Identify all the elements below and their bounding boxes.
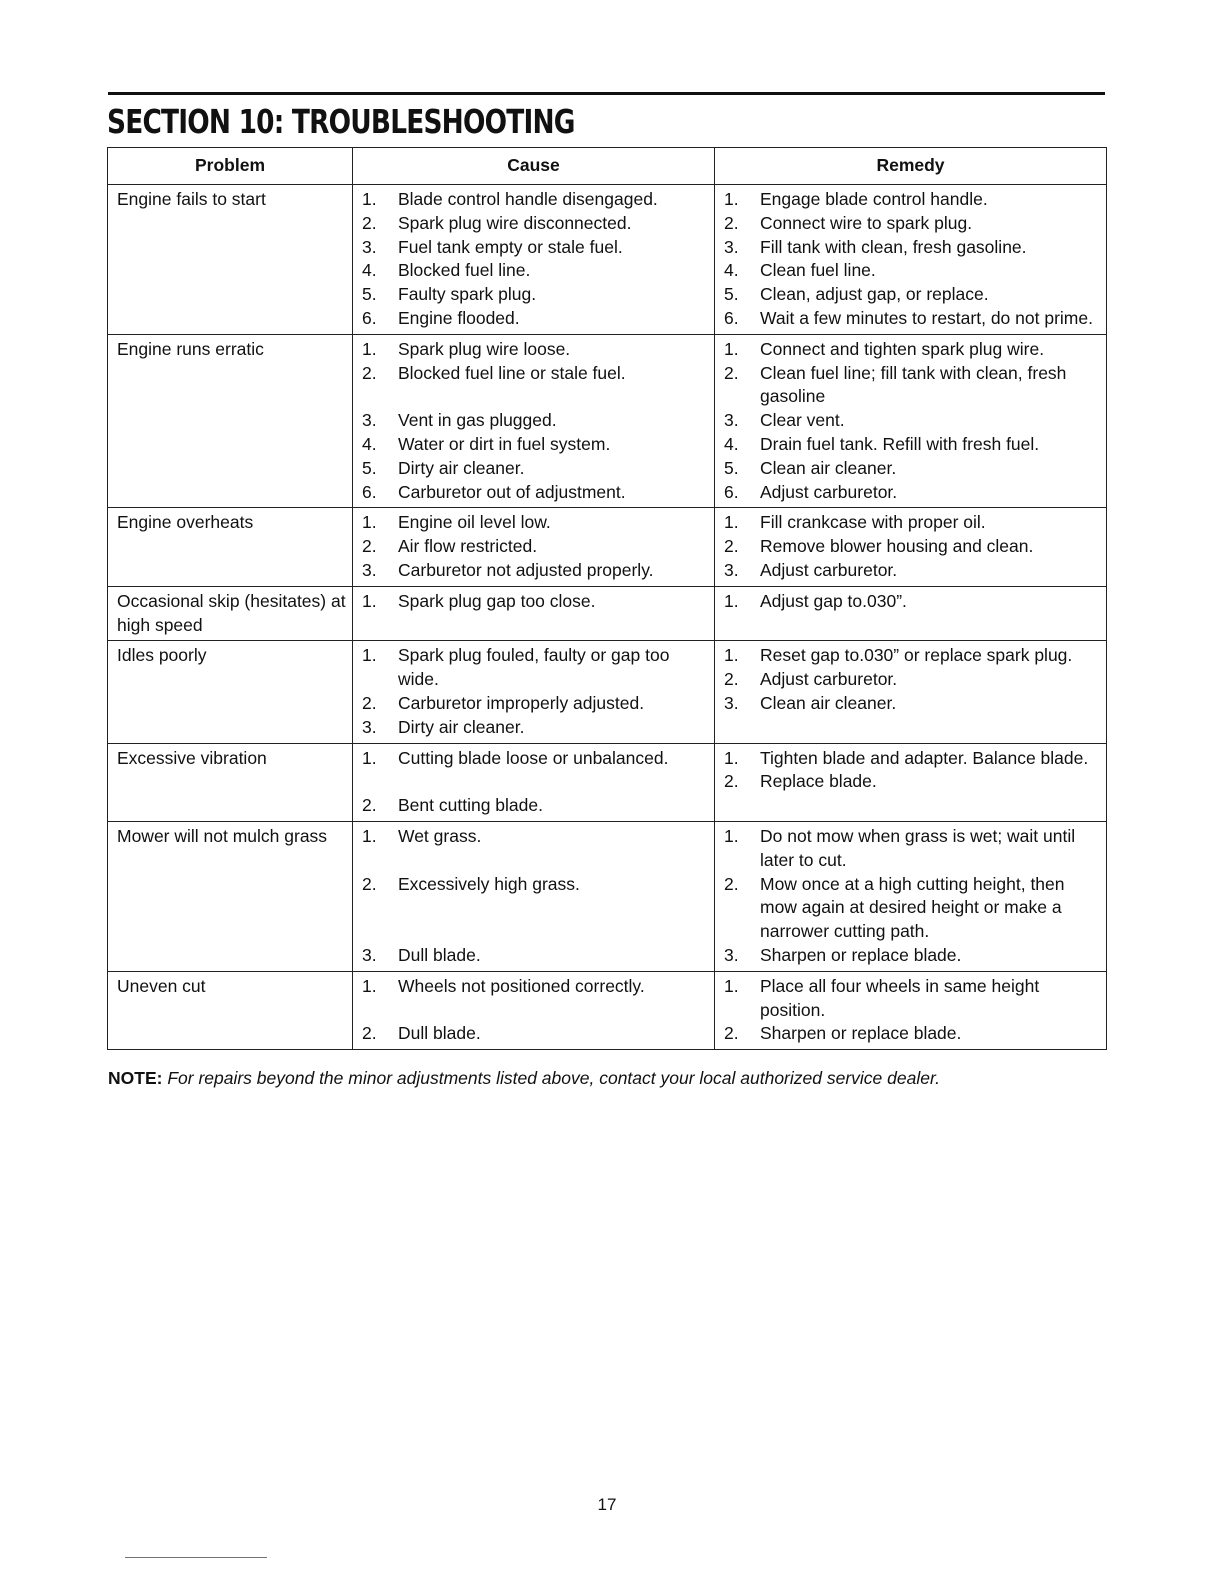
cause-item [362, 559, 710, 583]
remedy-item-number: 5. [724, 457, 739, 478]
remedy-item-number: 1. [724, 645, 739, 666]
cause-item-text: Carburetor improperly adjusted. [398, 692, 645, 713]
cause-item [362, 1022, 710, 1046]
page-number: 17 [597, 1495, 617, 1514]
cause-item [362, 212, 710, 236]
cause-item-number: 3. [362, 236, 377, 257]
problem-cell: Uneven cut [108, 971, 353, 1049]
cause-item-number: 3. [362, 410, 377, 431]
cause-item [362, 338, 710, 362]
cause-item-number: 4. [362, 260, 377, 281]
remedy-item-text: Clean fuel line. [760, 260, 876, 281]
remedy-item-text: Mow once at a high cutting height, then mow again at desired height or make a narrower cutting path. [760, 873, 1065, 942]
cause-item-text: Blocked fuel line or stale fuel. [398, 362, 626, 383]
table-row [108, 334, 1107, 508]
remedy-item-text: Wait a few minutes to restart, do not prime. [760, 307, 1093, 328]
cause-item-text: Wet grass. [398, 825, 482, 846]
remedy-item [724, 338, 1102, 362]
remedy-item [724, 409, 1102, 433]
problem-cell: Idles poorly [108, 641, 353, 743]
remedy-item-number: 2. [724, 362, 739, 383]
cause-item-number: 3. [362, 716, 377, 737]
remedy-item-text: Adjust gap to.030”. [760, 590, 907, 611]
note-text: For repairs beyond the minor adjustments listed above, contact your local authorized service dealer. [167, 1068, 940, 1088]
remedy-cell [715, 821, 1107, 971]
remedy-item [724, 511, 1102, 535]
cause-item-number: 2. [362, 692, 377, 713]
cause-item-number: 1. [362, 645, 377, 666]
remedy-item-number: 1. [724, 338, 739, 359]
remedy-item-number: 2. [724, 771, 739, 792]
remedy-item [724, 825, 1102, 873]
cause-item-text: Water or dirt in fuel system. [398, 433, 611, 454]
section-title: SECTION 10: TROUBLESHOOTING [107, 102, 575, 141]
remedy-item-number: 1. [724, 512, 739, 533]
remedy-cell [715, 185, 1107, 335]
remedy-item-number: 1. [724, 747, 739, 768]
cause-item-text: Vent in gas plugged. [398, 410, 557, 431]
remedy-item-number: 6. [724, 307, 739, 328]
remedy-item-number: 3. [724, 692, 739, 713]
cause-item [362, 409, 710, 433]
cause-item-text: Carburetor not adjusted properly. [398, 559, 654, 580]
remedy-item [724, 457, 1102, 481]
cause-item-text: Dirty air cleaner. [398, 457, 525, 478]
table-row [108, 821, 1107, 971]
cause-item [362, 236, 710, 260]
remedy-item [724, 944, 1102, 968]
cause-item [362, 283, 710, 307]
cause-item-number: 2. [362, 795, 377, 816]
remedy-item-number: 2. [724, 536, 739, 557]
cause-item-text: Excessively high grass. [398, 873, 580, 894]
remedy-item-number: 4. [724, 433, 739, 454]
cause-cell [353, 743, 715, 821]
remedy-item [724, 535, 1102, 559]
table-row [108, 508, 1107, 586]
remedy-item [724, 590, 1102, 614]
cause-item [362, 825, 710, 873]
remedy-item-text: Clean fuel line; fill tank with clean, fresh gasoline [760, 362, 1067, 407]
cause-item-number: 2. [362, 536, 377, 557]
table-row [108, 743, 1107, 821]
cause-item [362, 457, 710, 481]
remedy-item-number: 1. [724, 825, 739, 846]
problem-cell: Engine overheats [108, 508, 353, 586]
remedy-item-text: Fill crankcase with proper oil. [760, 512, 986, 533]
remedy-item-number: 4. [724, 260, 739, 281]
problem-cell: Engine runs erratic [108, 334, 353, 508]
remedy-item [724, 259, 1102, 283]
troubleshooting-table [107, 147, 1107, 1050]
remedy-item [724, 747, 1102, 771]
cause-item-text: Spark plug gap too close. [398, 590, 596, 611]
remedy-item [724, 1022, 1102, 1046]
cause-item-text: Fuel tank empty or stale fuel. [398, 236, 623, 257]
remedy-cell [715, 971, 1107, 1049]
remedy-item-number: 3. [724, 410, 739, 431]
remedy-item-text: Engage blade control handle. [760, 189, 988, 209]
footer-link-underline [125, 1557, 267, 1558]
remedy-item [724, 283, 1102, 307]
remedy-item-number: 5. [724, 284, 739, 305]
cause-item [362, 590, 710, 614]
cause-item [362, 794, 710, 818]
remedy-item [724, 873, 1102, 944]
header-remedy: Remedy [715, 148, 1107, 185]
cause-item-number: 2. [362, 873, 377, 894]
cause-item-text: Wheels not positioned correctly. [398, 975, 645, 996]
cause-item-number: 2. [362, 212, 377, 233]
cause-cell [353, 185, 715, 335]
remedy-item-text: Fill tank with clean, fresh gasoline. [760, 236, 1027, 257]
table-row [108, 971, 1107, 1049]
remedy-item-text: Adjust carburetor. [760, 481, 898, 502]
remedy-item [724, 236, 1102, 260]
cause-item [362, 307, 710, 331]
remedy-cell [715, 508, 1107, 586]
problem-cell: Engine fails to start [108, 185, 353, 335]
remedy-item-text: Replace blade. [760, 771, 877, 792]
cause-item-number: 3. [362, 559, 377, 580]
cause-item-number: 1. [362, 825, 377, 846]
cause-item [362, 644, 710, 692]
remedy-item-number: 1. [724, 975, 739, 996]
remedy-item-text: Adjust carburetor. [760, 559, 898, 580]
cause-item [362, 944, 710, 968]
remedy-item-number: 3. [724, 944, 739, 965]
remedy-item-text: Adjust carburetor. [760, 669, 898, 690]
cause-item-text: Blocked fuel line. [398, 260, 531, 281]
table-row [108, 185, 1107, 335]
cause-item [362, 692, 710, 716]
top-rule [108, 92, 1105, 95]
cause-item [362, 433, 710, 457]
cause-item-text: Carburetor out of adjustment. [398, 481, 626, 502]
cause-item-number: 1. [362, 747, 377, 768]
remedy-item-text: Clear vent. [760, 410, 845, 431]
cause-item-text: Faulty spark plug. [398, 284, 537, 305]
remedy-item-text: Sharpen or replace blade. [760, 944, 962, 965]
remedy-item-text: Reset gap to.030” or replace spark plug. [760, 645, 1073, 666]
note-label: NOTE: [108, 1068, 163, 1088]
remedy-item [724, 362, 1102, 410]
table-row [108, 586, 1107, 641]
problem-cell: Excessive vibration [108, 743, 353, 821]
cause-cell [353, 334, 715, 508]
cause-item-number: 5. [362, 284, 377, 305]
cause-item-number: 2. [362, 362, 377, 383]
cause-cell [353, 508, 715, 586]
cause-item [362, 873, 710, 944]
remedy-item [724, 770, 1102, 794]
remedy-item [724, 212, 1102, 236]
remedy-item-number: 3. [724, 559, 739, 580]
remedy-cell [715, 586, 1107, 641]
cause-item-number: 6. [362, 481, 377, 502]
remedy-item [724, 559, 1102, 583]
cause-item [362, 362, 710, 410]
cause-item-number: 2. [362, 1023, 377, 1044]
cause-item-number: 1. [362, 338, 377, 359]
remedy-cell [715, 641, 1107, 743]
remedy-item-text: Sharpen or replace blade. [760, 1023, 962, 1044]
cause-cell [353, 586, 715, 641]
remedy-item-number: 2. [724, 873, 739, 894]
cause-item-text: Engine oil level low. [398, 512, 551, 533]
remedy-item-number: 1. [724, 590, 739, 611]
table-header-row [108, 148, 1107, 185]
cause-item [362, 481, 710, 505]
header-problem: Problem [108, 148, 353, 185]
remedy-item [724, 481, 1102, 505]
remedy-item-number: 6. [724, 481, 739, 502]
cause-item-text: Cutting blade loose or unbalanced. [398, 747, 669, 768]
remedy-item-text: Connect wire to spark plug. [760, 212, 973, 233]
cause-item-text: Spark plug wire loose. [398, 338, 571, 359]
cause-item [362, 747, 710, 795]
remedy-item-text: Tighten blade and adapter. Balance blade. [760, 747, 1089, 768]
cause-item-text: Dull blade. [398, 1023, 481, 1044]
cause-cell [353, 641, 715, 743]
cause-item-text: Engine flooded. [398, 307, 520, 328]
cause-cell [353, 971, 715, 1049]
remedy-item-text: Clean, adjust gap, or replace. [760, 284, 989, 305]
remedy-item-number: 2. [724, 669, 739, 690]
remedy-item-number: 2. [724, 212, 739, 233]
remedy-item [724, 692, 1102, 716]
cause-item-text: Spark plug wire disconnected. [398, 212, 632, 233]
problem-cell: Mower will not mulch grass [108, 821, 353, 971]
cause-item-text: Blade control handle disengaged. [398, 189, 658, 209]
remedy-item [724, 644, 1102, 668]
cause-item-number: 5. [362, 457, 377, 478]
remedy-item [724, 668, 1102, 692]
cause-item-text: Dull blade. [398, 944, 481, 965]
remedy-item [724, 307, 1102, 331]
remedy-item-number: 3. [724, 236, 739, 257]
remedy-item-number: 1. [724, 189, 739, 209]
cause-item-number: 1. [362, 590, 377, 611]
cause-item-number: 3. [362, 944, 377, 965]
cause-item-number: 1. [362, 512, 377, 533]
remedy-item [724, 188, 1102, 212]
note [108, 1068, 940, 1089]
remedy-item-text: Drain fuel tank. Refill with fresh fuel. [760, 433, 1040, 454]
remedy-item [724, 975, 1102, 1023]
cause-item-text: Spark plug fouled, faulty or gap too wide. [398, 645, 670, 690]
cause-item [362, 259, 710, 283]
cause-item [362, 716, 710, 740]
remedy-item-number: 2. [724, 1023, 739, 1044]
cause-item-text: Air flow restricted. [398, 536, 538, 557]
cause-item-number: 6. [362, 307, 377, 328]
cause-item-number: 1. [362, 975, 377, 996]
header-cause: Cause [353, 148, 715, 185]
table-row [108, 641, 1107, 743]
remedy-cell [715, 743, 1107, 821]
cause-item [362, 535, 710, 559]
remedy-item-text: Place all four wheels in same height position. [760, 975, 1040, 1020]
problem-cell: Occasional skip (hesitates) at high speed [108, 586, 353, 641]
cause-item [362, 975, 710, 1023]
cause-item-text: Dirty air cleaner. [398, 716, 525, 737]
remedy-item-text: Clean air cleaner. [760, 692, 897, 713]
remedy-item-text: Connect and tighten spark plug wire. [760, 338, 1045, 359]
cause-item-text: Bent cutting blade. [398, 795, 543, 816]
remedy-item-text: Clean air cleaner. [760, 457, 897, 478]
remedy-cell [715, 334, 1107, 508]
remedy-item-text: Remove blower housing and clean. [760, 536, 1034, 557]
cause-item [362, 511, 710, 535]
remedy-item [724, 433, 1102, 457]
cause-cell [353, 821, 715, 971]
cause-item [362, 188, 710, 212]
remedy-item-text: Do not mow when grass is wet; wait until later to cut. [760, 825, 1076, 870]
cause-item-number: 1. [362, 189, 377, 209]
cause-item-number: 4. [362, 433, 377, 454]
